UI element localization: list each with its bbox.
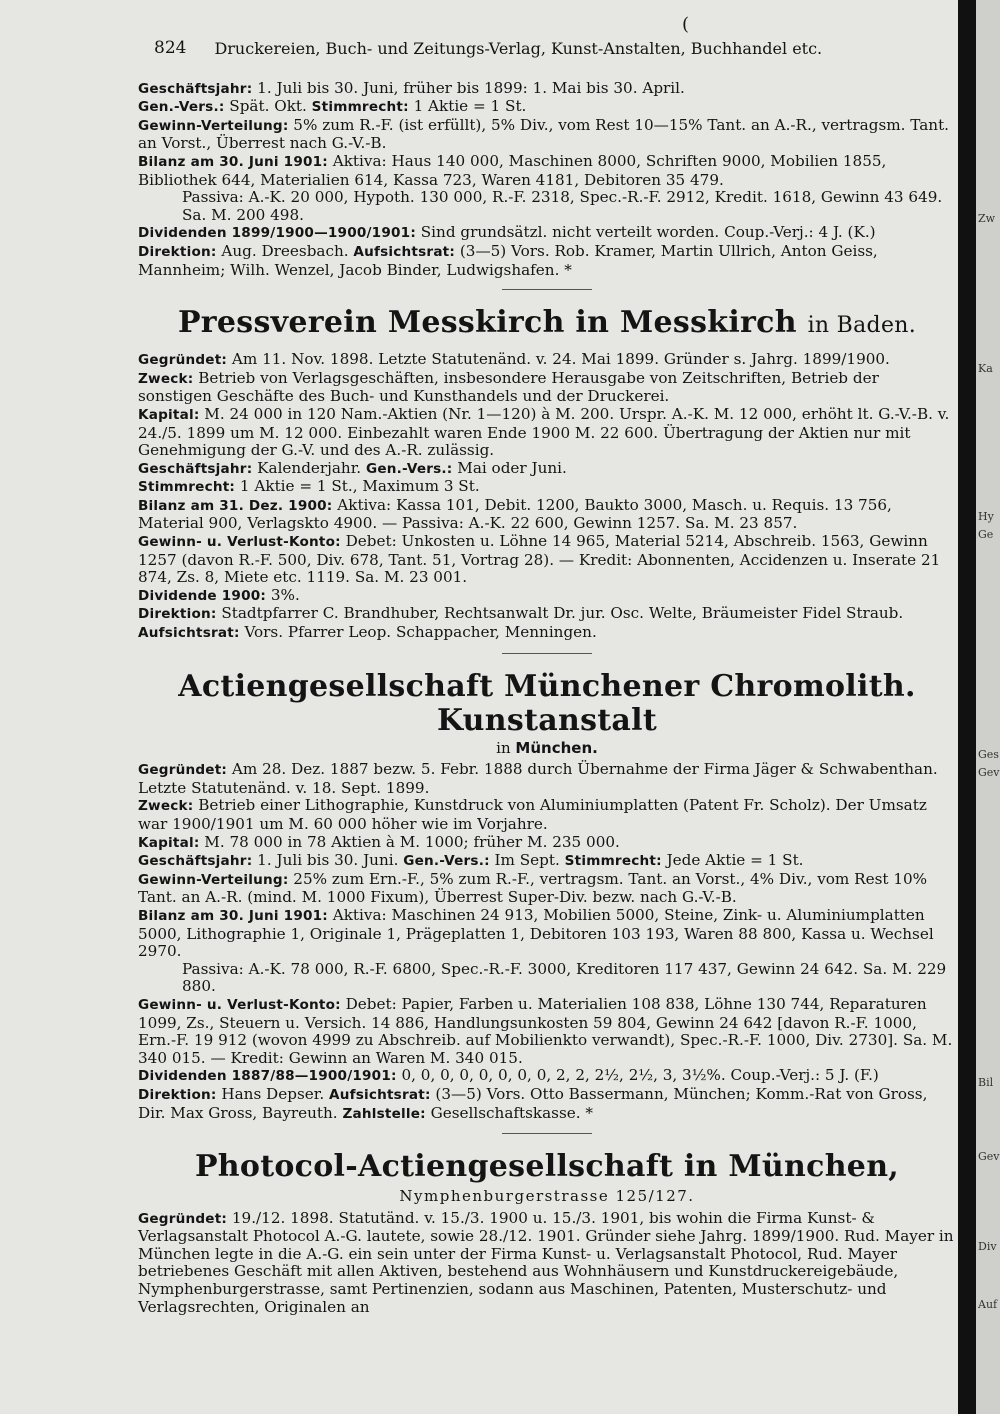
- pencil-mark: (: [682, 14, 690, 35]
- margin-note: Auf: [978, 1298, 998, 1311]
- entry-row: Bilanz am 30. Juni 1901: Aktiva: Haus 140 000, Maschinen 8000, Schriften 9000, Mobilien 1855, Bibliothek 644, Materialien 614, Kassa 723, Waren 4181, Debitoren 35 479.: [138, 151, 887, 189]
- margin-note: Ka: [978, 362, 993, 375]
- entry-row: Kapital: M. 24 000 in 120 Nam.-Aktien (Nr. 1—120) à M. 200. Urspr. A.-K. M. 12 000, erhöht lt. G.-V.-B. v. 24./5. 1899 um M. 12 000. Einbezahlt waren Ende 1900 M. 22 600. Übertragung der Aktien nur mit Genehmigung der G.-V. und des A.-R. zulässig.: [138, 404, 950, 460]
- entry-row: Kapital: M. 78 000 in 78 Aktien à M. 1000; früher M. 235 000.: [138, 832, 620, 851]
- margin-note: Bil: [978, 1076, 994, 1089]
- margin-note: Div: [978, 1240, 997, 1253]
- entry-row: Geschäftsjahr: Kalenderjahr. Gen.-Vers.: Mai oder Juni.: [138, 458, 567, 477]
- margin-note: Gev: [978, 1150, 1000, 1163]
- running-head: [154, 40, 956, 58]
- entry-row: Geschäftsjahr: 1. Juli bis 30. Juni. Gen.-Vers.: Im Sept. Stimmrecht: Jede Aktie = 1 St.: [138, 851, 804, 870]
- entry-row: Zweck: Betrieb einer Lithographie, Kunstdruck von Aluminiumplatten (Patent Fr. Scholz). Der Umsatz war 1900/1901 um M. 60 000 höher wie im Vorjahre.: [138, 796, 927, 833]
- company-location: in München.: [496, 738, 598, 757]
- entry-row: Bilanz am 30. Juni 1901: Aktiva: Maschinen 24 913, Mobilien 5000, Steine, Zink- u. Aluminiumplatten 5000, Lithographie 1, Originale 1, Prägeplatten 1, Debitoren 103 193, Waren 88 800, Kassa u. Wechsel 2970.: [138, 905, 934, 961]
- margin-note: Ge: [978, 528, 994, 541]
- entry-row: Dividende 1900: 3%.: [138, 585, 300, 604]
- company-title: Pressverein Messkirch in Messkirch in Baden.: [177, 305, 917, 341]
- company-entry: [138, 670, 956, 1123]
- entry-row: Dividenden 1887/88—1900/1901: 0, 0, 0, 0, 0, 0, 0, 0, 2, 2, 2½, 2½, 3, 3½%. Coup.-Verj.: 5 J. (F.): [138, 1066, 879, 1085]
- entry-row: Gen.-Vers.: Spät. Okt. Stimmrecht: 1 Aktie = 1 St.: [138, 97, 527, 116]
- entry-row: Gewinn-Verteilung: 25% zum Ern.-F., 5% zum R.-F., vertragsm. Tant. an Vorst., 4% Div., vom Rest 10% Tant. an A.-R. (mind. M. 1000 Fixum), Überrest Super-Div. bezw. nach G.-V.-B.: [138, 869, 928, 907]
- separator-rule: [502, 653, 592, 654]
- separator-rule: [502, 289, 592, 290]
- margin-note: Zw: [978, 212, 996, 225]
- margin-note: Hy: [978, 510, 994, 523]
- company-address: Nymphenburgerstrasse 125/127.: [399, 1187, 695, 1206]
- entry-row: Geschäftsjahr: 1. Juli bis 30. Juni, früher bis 1899: 1. Mai bis 30. April.: [138, 78, 685, 97]
- company-title: Actiengesellschaft Münchener Chromolith. Kunstanstalt: [178, 668, 916, 738]
- entry-row: Direktion: Hans Depser. Aufsichtsrat: (3—5) Vors. Otto Bassermann, München; Komm.-Rat von Gross, Dir. Max Gross, Bayreuth. Zahlstelle: Gesellschaftskasse. *: [138, 1084, 928, 1122]
- entry-row: Gegründet: Am 11. Nov. 1898. Letzte Statutenänd. v. 24. Mai 1899. Gründer s. Jahrg. 1899/1900.: [138, 350, 890, 369]
- entry-row: Bilanz am 31. Dez. 1900: Aktiva: Kassa 101, Debit. 1200, Baukto 3000, Masch. u. Requis. 13 756, Material 900, Verlagskto 4900. — Passiva: A.-K. 22 600, Gewinn 1257. Sa. M. 23 857.: [138, 495, 892, 533]
- entry-row: Passiva: A.-K. 78 000, R.-F. 6800, Spec.-R.-F. 3000, Kreditoren 117 437, Gewinn 24 642. Sa. M. 229 880.: [182, 959, 947, 996]
- entry-row: Dividenden 1899/1900—1900/1901: Sind grundsätzl. nicht verteilt worden. Coup.-Verj.: 4 J. (K.): [138, 223, 876, 242]
- entry-row: Gegründet: 19./12. 1898. Statutänd. v. 15./3. 1900 u. 15./3. 1901, bis wohin die Firma Kunst- & Verlagsanstalt Photocol A.-G. lautete, sowie 28./12. 1901. Gründer siehe Jahrg. 1899/1900. Rud. Mayer in München legte in die A.-G. ein sein unter der Firma Kunst- u. Verlagsanstalt Photocol, Rud. Mayer betriebenes Geschäft mit allen Aktiven, bestehend aus Wohnhäusern und Kunstdruckereigebäude, Nymphenburgerstrasse, samt Pertinenzien, sodann aus Maschinen, Patenten, Musterschutz- und Verlagsrechten, Originalen an: [138, 1208, 954, 1316]
- book-gutter: [958, 0, 976, 1414]
- entry-row: Gewinn- u. Verlust-Konto: Debet: Unkosten u. Löhne 14 965, Material 5214, Abschreib. 1563, Gewinn 1257 (davon R.-F. 500, Div. 678, Tant. 51, Vortrag 28). — Kredit: Abonnenten, Accidenzen u. Inserate 21 874, Zs. 8, Miete etc. 1119. Sa. M. 23 001.: [138, 532, 941, 587]
- margin-note: Ges: [978, 748, 999, 761]
- entry-row: Gewinn- u. Verlust-Konto: Debet: Papier, Farben u. Materialien 108 838, Löhne 130 744, Reparaturen 1099, Zs., Steuern u. Versich. 14 886, Handlungsunkosten 59 804, Gewinn 24 642 [davon R.-F. 1000, Ern.-F. 19 912 (wovon 4999 zu Abschreib. auf Mobilienkto verwandt), Spec.-R.-F. 1000, Div. 2730]. Sa. M. 340 015. — Kredit: Gewinn an Waren M. 340 015.: [138, 994, 953, 1067]
- page-content: [138, 30, 956, 1316]
- company-title: Photocol-Actiengesellschaft in München,: [194, 1149, 900, 1185]
- page-number: 824: [154, 38, 187, 58]
- entry-row: Zweck: Betrieb von Verlagsgeschäften, insbesondere Herausgabe von Zeitschriften, Betrieb der sonstigen Geschäfte des Buch- und Kunsthandels und der Druckerei.: [138, 368, 879, 406]
- separator-rule: [502, 1133, 592, 1134]
- running-head-title: Druckereien, Buch- und Zeitungs-Verlag, Kunst-Anstalten, Buchhandel etc.: [214, 39, 823, 58]
- company-entry: [138, 306, 956, 643]
- entry-continued: [138, 80, 956, 280]
- company-entry: [138, 1150, 956, 1316]
- entry-row: Stimmrecht: 1 Aktie = 1 St., Maximum 3 St.: [138, 477, 480, 496]
- entry-row: Direktion: Stadtpfarrer C. Brandhuber, Rechtsanwalt Dr. jur. Osc. Welte, Bräumeister Fidel Straub. Aufsichtsrat: Vors. Pfarrer Leop. Schappacher, Menningen.: [138, 604, 904, 642]
- margin-note: Gev: [978, 766, 1000, 779]
- entry-row: Gewinn-Verteilung: 5% zum R.-F. (ist erfüllt), 5% Div., vom Rest 10—15% Tant. an A.-R., vertragsm. Tant. an Vorst., Überrest nach G.-V.-B.: [138, 115, 950, 153]
- entry-row: Gegründet: Am 28. Dez. 1887 bezw. 5. Febr. 1888 durch Übernahme der Firma Jäger & Schwabenthan. Letzte Statutenänd. v. 18. Sept. 1899.: [138, 760, 938, 797]
- entry-row: Direktion: Aug. Dreesbach. Aufsichtsrat: (3—5) Vors. Rob. Kramer, Martin Ullrich, Anton Geiss, Mannheim; Wilh. Wenzel, Jacob Binder, Ludwigshafen. *: [138, 241, 878, 279]
- entry-row: Passiva: A.-K. 20 000, Hypoth. 130 000, R.-F. 2318, Spec.-R.-F. 2912, Kredit. 1618, Gewinn 43 649. Sa. M. 200 498.: [182, 188, 943, 224]
